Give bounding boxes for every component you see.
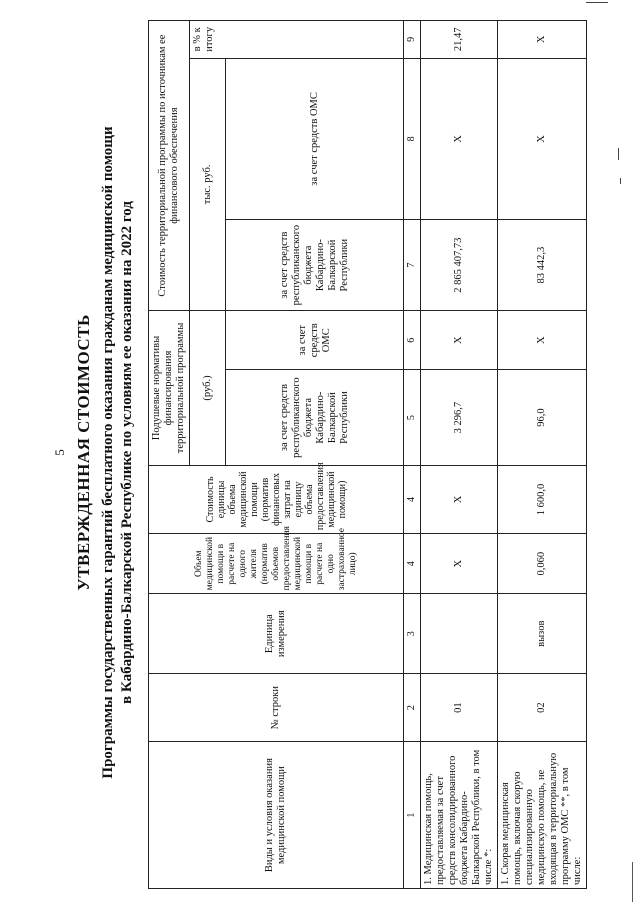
document-subtitle-line1: Программы государственных гарантий бесплатного оказания гражданам медицинской помощи (100, 126, 116, 779)
row-cs-budget: 83 442,3 (498, 220, 587, 311)
col-number: 9 (404, 21, 421, 59)
cost-table (148, 20, 587, 889)
header-volume: Объем медицинской помощи в расчете на одного жителя (норматив объемов предоставления медицинской помощи в расчете на одно застрахованное лицо) (149, 534, 404, 594)
row-volume: 0,060 (498, 534, 587, 594)
row-no: 02 (498, 674, 587, 742)
column-numbers-row (404, 21, 421, 889)
row-no: 01 (421, 674, 498, 742)
row-unit: вызов (498, 594, 587, 674)
col-number: 5 (404, 370, 421, 466)
row-pc-oms: X (498, 311, 587, 370)
document-title: УТВЕРЖДЕННАЯ СТОИМОСТЬ (74, 314, 93, 591)
header-kinds: Виды и условия оказания медицинской помощи (149, 742, 404, 889)
row-unit (421, 594, 498, 674)
header-row-no: № строки (149, 674, 404, 742)
col-number: 6 (404, 311, 421, 370)
row-volume: X (421, 534, 498, 594)
scan-mark (620, 178, 621, 184)
header-cs-oms: за счет средств ОМС (226, 58, 404, 220)
row-pct: X (498, 21, 587, 59)
header-cost-unit: Стоимость единицы объема медицинской помощи (норматив финансовых затрат на единицу объема предоставления медицинской помощи) (149, 465, 404, 533)
header-row-1 (149, 21, 190, 889)
row-cost: X (421, 465, 498, 533)
col-number: 8 (404, 58, 421, 220)
col-number: 1 (404, 742, 421, 889)
col-number: 4 (404, 534, 421, 594)
header-thous-rub: тыс. руб. (190, 58, 226, 311)
col-number: 2 (404, 674, 421, 742)
row-pc-budget: 96,0 (498, 370, 587, 466)
header-pc-oms: за счет средств ОМС (226, 311, 404, 370)
header-per-capita: Подушевые нормативы финансирования территориальной программы (149, 311, 190, 466)
col-number: 3 (404, 594, 421, 674)
row-pct: 21,47 (421, 21, 498, 59)
row-name: 1. Скорая медицинская помощь, включая скорую специализированную медицинскую помощь, не входящая в территориальную программу ОМС **, в том числе: (498, 742, 587, 889)
scan-mark (586, 2, 608, 3)
row-cs-oms: X (498, 58, 587, 220)
header-pct: в % к итогу (190, 21, 404, 59)
scan-mark (632, 862, 633, 902)
header-rub: (руб.) (190, 311, 226, 466)
page-number: 5 (52, 449, 67, 456)
col-number: 7 (404, 220, 421, 311)
table-row (421, 21, 498, 889)
header-unit: Единица измерения (149, 594, 404, 674)
header-cost-sources: Стоимость территориальной программы по источникам ее финансового обеспечения (149, 21, 190, 311)
scan-mark (618, 148, 619, 160)
document-subtitle-line2: в Кабардино-Балкарской Республике по условиям ее оказания на 2022 год (119, 201, 135, 704)
row-cost: 1 600,0 (498, 465, 587, 533)
row-pc-oms: X (421, 311, 498, 370)
row-cs-oms: X (421, 58, 498, 220)
row-pc-budget: 3 296,7 (421, 370, 498, 466)
table-row (498, 21, 587, 889)
col-number: 4 (404, 465, 421, 533)
row-cs-budget: 2 865 407,73 (421, 220, 498, 311)
row-name: 1. Медицинская помощь, предоставляемая за счет средств консолидированного бюджета Кабардино-Балкарской Республики, в том числе *: (421, 742, 498, 889)
header-cs-budget: за счет средств республиканского бюджета Кабардино-Балкарской Республики (226, 220, 404, 311)
header-pc-budget: за счет средств республиканского бюджета Кабардино-Балкарской Республики (226, 370, 404, 466)
